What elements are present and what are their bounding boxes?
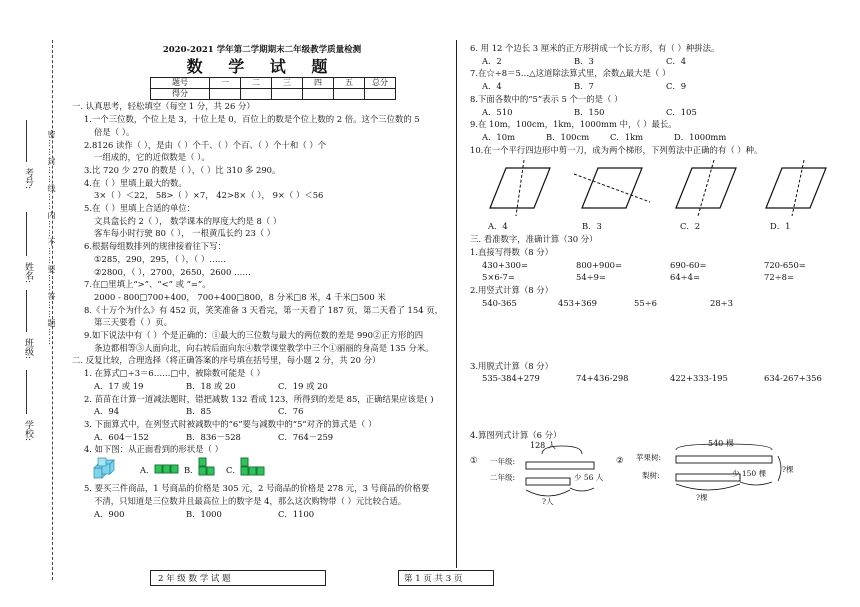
cube-stack-figure — [92, 456, 118, 480]
option-c-shape — [240, 456, 268, 478]
q3: 3.比 720 少 270 的数是（ ），（ ）比 310 多 290。 — [84, 164, 281, 175]
figure-2-apple: 苹果树: — [636, 452, 662, 462]
figure-2-question-pear: ?棵 — [696, 492, 708, 502]
score-cell[interactable] — [334, 89, 365, 100]
choice-9-options: A．10m B．100cm C．1km D．1000mm — [482, 131, 727, 142]
section-2-heading: 二. 反复比较，合理选择（将正确答案的序号填在括号里，每小题 2 分，共 20 分） — [72, 355, 381, 366]
q1-line2: 倍是（ ）。 — [94, 126, 135, 137]
score-value-row: 得分 — [151, 89, 396, 100]
parallelogram-cuts-svg — [470, 158, 850, 218]
figure-2-pear: 梨树: — [642, 470, 660, 480]
choice-7-options: A．4 B．7 C．9 — [482, 81, 687, 92]
choice-5-options: A．900 B．1000 C．1100 — [94, 508, 315, 519]
choice-6-options: A．2 B．3 C．4 — [482, 55, 687, 66]
figure-2-diagram — [636, 442, 826, 508]
q9-line1: 9.如下说法中有（ ）个是正确的：①最大的三位数与最大的两位数的差是 990②正方形的四 — [84, 330, 424, 341]
parallelogram-c — [676, 168, 736, 208]
figure-1-grade1: 一年级: — [490, 456, 516, 466]
q5-items-a: 文具盒长约 2（ ）， 数学课本的厚度大约是 8（ ） — [94, 215, 282, 226]
left-column — [72, 42, 452, 520]
choice-8: 8.下面各数中的“5”表示 5 个一的是（ ） — [470, 93, 623, 104]
choice-1: 1. 在算式□÷3＝6……□中，被除数可能是（ ） — [84, 368, 265, 379]
score-cell[interactable] — [241, 89, 272, 100]
footer-page-number: 第 1 页 共 3 页 — [404, 574, 463, 584]
q9-line2: 条边都相等③人面向北，向右转后面向东④数学课堂教学中三个①丽丽的身高是 135 分米。 — [94, 342, 434, 353]
score-cell[interactable] — [365, 89, 396, 100]
word-problem-figures — [470, 438, 850, 512]
figure-1-number: ① — [470, 454, 478, 465]
choice-8-options: A．510 B．150 C．105 — [482, 106, 697, 117]
label-banji: 班级: — [23, 338, 33, 360]
section-1-heading: 一. 认真思考，轻松填空（每空 1 分，共 26 分） — [72, 101, 255, 112]
exam-subtitle: 2020-2021 学年第二学期期末二年级教学质量检测 — [162, 45, 362, 55]
q5: 5.在（ ）里填上合适的单位： — [84, 203, 196, 214]
xingming-line — [26, 212, 27, 256]
score-cell[interactable] — [303, 89, 334, 100]
right-column — [470, 42, 850, 512]
score-table — [150, 77, 396, 100]
score-cell[interactable] — [272, 89, 303, 100]
section-3-heading: 三. 看准数字，准确计算（30 分） — [470, 234, 598, 245]
score-cell[interactable] — [210, 89, 241, 100]
column-divider — [456, 40, 457, 568]
q6-b: ②2800，（ ），2700，2650，2600 …… — [94, 266, 251, 277]
choice-5-line2: 不清，只知道是三位数并且最高位上的数字是 4，那么这次购物带（ ）元比较合适。 — [94, 495, 407, 506]
figure-1-grade2: 二年级: — [490, 472, 516, 482]
choice-10-options: A．4 B．3 C．2 D．1 — [488, 221, 791, 232]
calc-4-heading: 4.算图列式计算（6 分） — [470, 429, 562, 440]
workspace-2[interactable] — [470, 310, 850, 360]
q4: 4.在（ ）里填上最大的数。 — [84, 177, 187, 188]
q7-items: 2000 - 800□700+400， 700+400□800，8 分米□8 米，4 千米□500 米 — [94, 291, 386, 302]
choice-5-line1: 5. 要买三件商品，1 号商品的价格是 305 元，2 号商品的价格是 278 元，3 号商品的价格要 — [84, 483, 430, 494]
exam-title: 数 学 试 题 — [186, 56, 338, 76]
figure-1-question: ?人 — [542, 496, 554, 506]
q2-line1: 2.8126 读作（ ），是由（ ）个千、（ ）个百、（ ）个十和（ ）个 — [84, 139, 327, 150]
q6-a: ①285，290，295，（ ），（ ）…… — [94, 253, 226, 264]
choice-4-options: A． B． C． — [72, 456, 452, 482]
parallelogram-a — [490, 168, 550, 208]
parallelogram-d — [766, 168, 826, 208]
q6: 6.根据每组数排列的规律接着往下写： — [84, 241, 226, 252]
q1-line1: 1.一个三位数，个位上是 3，十位上是 0，百位上的数是个位上数的 2 倍。这个三位数的 5 — [84, 114, 420, 125]
calc-1-heading: 1.直接写得数（8 分） — [470, 247, 553, 258]
label-xuexiao: 学校: — [23, 420, 33, 442]
choice-9: 9.在 10m，100cm，1km，1000mm 中，（ ）最长。 — [470, 119, 677, 130]
choice-10: 10.在一个平行四边形中剪一刀，成为两个梯形，下列剪法中正确的有（ ）种。 — [470, 144, 763, 155]
choice-7: 7.在☆÷8＝5…△这道除法算式里，余数△最大是（ ） — [470, 68, 671, 79]
score-header-row: 题号 一 二 三 四 五 总分 — [151, 78, 396, 89]
choice-4: 4. 如下图：从正面看到的形状是（ ） — [84, 444, 223, 455]
calc-3-heading: 3.用脱式计算（8 分） — [470, 360, 553, 371]
q5-items-b: 客车每小时行驶 80（ ）， 一根黄瓜长约 23（ ） — [94, 228, 276, 239]
figure-2-total: 540 棵 — [708, 438, 734, 448]
figure-2-less: 少 150 棵 — [732, 468, 767, 478]
figure-2-question-total: ?棵 — [782, 464, 794, 474]
calc-2-heading: 2.用竖式计算（8 分） — [470, 285, 553, 296]
option-b-shape — [198, 456, 218, 478]
label-kaohao: 考号: — [23, 168, 33, 190]
calc-1-row2: 5×6-7= 54÷9= 64÷4= 72÷8= — [482, 272, 795, 283]
label-xingming: 姓名: — [23, 262, 33, 284]
cut-line-b — [574, 174, 650, 202]
banji-line — [26, 290, 27, 332]
option-a-shape — [154, 462, 180, 476]
figure-2-number: ② — [616, 454, 624, 465]
q8-line2: 第三天要看（ ）页。 — [94, 317, 173, 328]
choice-3: 3. 下面算式中，在列竖式时被减数中的“6”要与减数中的“5”对齐的算式是（ ） — [84, 418, 377, 429]
workspace-3[interactable] — [470, 385, 850, 429]
choice-6: 6. 用 12 个边长 3 厘米的正方形拼成一个长方形，有（ ）种拼法。 — [470, 43, 720, 53]
figure-1-total: 128 人 — [530, 440, 556, 450]
q7: 7.在□里填上“>”、“<” 或 “=”。 — [84, 279, 211, 290]
parallelogram-figures — [470, 156, 850, 220]
q2-line2: 一组成的，它的近似数是（ ）。 — [94, 152, 210, 163]
q4-items: 3×（ ）＜22， 58>（ ）×7， 42>8×（ ）， 9×（ ）＜56 — [94, 190, 324, 201]
calc-3-row: 535-384+279 74+436-298 422+333-195 634-267+356 — [482, 373, 822, 384]
figure-1-less: 少 56 人 — [574, 472, 604, 482]
choice-2-options: A．94 B．85 C．76 — [94, 406, 304, 417]
footer-subject: 2 年 级 数 学 试 题 — [158, 574, 231, 584]
kaohao-line — [26, 120, 27, 162]
q8-line1: 8.《十万个为什么》有 452 页，笑笑准备 3 天看完，第一天看了 187 页，第二天看了 154 页， — [84, 304, 443, 315]
choice-2: 2. 苗苗在计算一道减法题时，错把减数 132 看成 123，所得到的差是 85，正确结果应该是( ) — [84, 393, 434, 404]
calc-2-row: 540-365 453+369 55÷6 28÷3 — [482, 297, 734, 308]
choice-3-options: A．604－152 B．836－528 C．764－259 — [94, 431, 334, 442]
choice-1-options: A．17 或 19 B．18 或 20 C．19 或 20 — [94, 380, 328, 391]
xuexiao-line — [26, 370, 27, 414]
binding-warning: 密……封……线……内……不……要……答……题…… — [47, 130, 56, 346]
calc-1-row1: 430+300= 800+900= 690-60= 720-650= — [482, 259, 806, 270]
